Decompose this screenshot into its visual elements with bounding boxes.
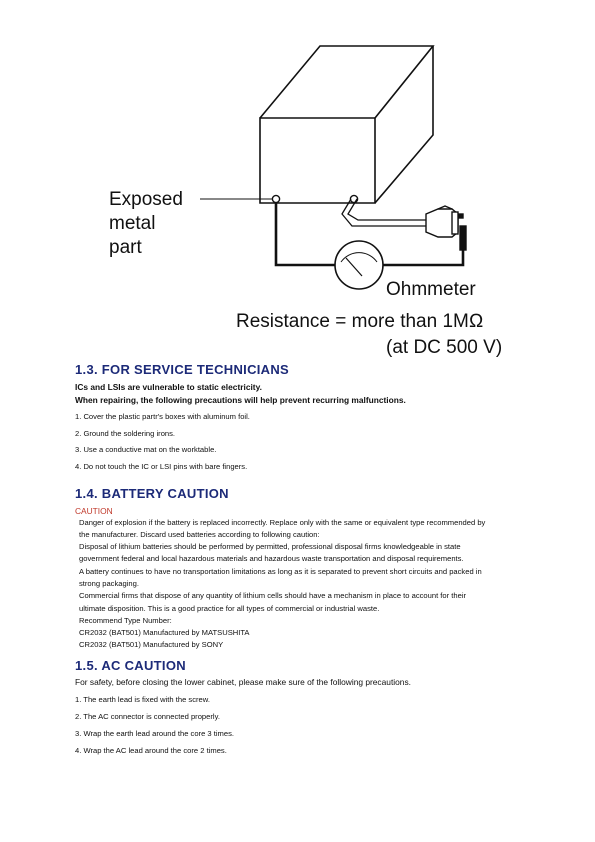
voltage-label: (at DC 500 V) xyxy=(386,337,503,358)
caution-label: CAUTION xyxy=(75,505,113,516)
list-item: 4. Do not touch the IC or LSI pins with bare fingers. xyxy=(75,461,248,471)
exposed-metal-part-label-1: Exposed xyxy=(109,189,183,210)
list-item: 3. Wrap the earth lead around the core 3 times. xyxy=(75,728,234,738)
exposed-metal-part-label-2: metal xyxy=(109,213,156,234)
heading-ac-caution: 1.5. AC CAUTION xyxy=(75,657,186,673)
caution-line: Danger of explosion if the battery is replaced incorrectly. Replace only with the same or equivalent type recommended by xyxy=(79,517,486,527)
list-item: 1. Cover the plastic partr's boxes with aluminum foil. xyxy=(75,412,250,421)
power-cord xyxy=(342,199,426,226)
ac-caution-intro: For safety, before closing the lower cabinet, please make sure of the following precautions. xyxy=(75,676,411,687)
ohmmeter-test-diagram xyxy=(0,0,595,362)
list-item: 1. The earth lead is fixed with the screw. xyxy=(75,694,210,704)
exposed-metal-part-label-3: part xyxy=(109,237,142,258)
plug-icon xyxy=(426,206,466,250)
appliance-box xyxy=(260,46,433,203)
resistance-label: Resistance = more than 1MΩ xyxy=(236,311,484,332)
caution-line: government federal and local hazardous materials and hazardous waste transportation and disposal requirements. xyxy=(79,554,464,564)
ohmmeter-label: Ohmmeter xyxy=(386,279,476,300)
list-item: 2. Ground the soldering irons. xyxy=(75,428,176,438)
caution-line: CR2032 (BAT501) Manufactured by MATSUSHITA xyxy=(79,628,250,638)
exposed-terminal xyxy=(272,195,279,202)
caution-line: ultimate disposition. This is a good practice for all types of commercial or industrial waste. xyxy=(79,603,380,613)
caution-line: A battery continues to have no transportation limitations as long as it is separated to prevent short circuits and packed in xyxy=(79,566,482,576)
ac-precaution-list xyxy=(75,694,565,756)
precautions-intro-line: When repairing, the following precautions will help prevent recurring malfunctions. xyxy=(75,395,406,405)
caution-line: the manufacturer. Discard used batteries according to following caution: xyxy=(79,529,320,539)
caution-line: strong packaging. xyxy=(79,578,139,588)
list-item: 3. Use a conductive mat on the worktable. xyxy=(75,445,217,454)
static-warning-line: ICs and LSIs are vulnerable to static electricity. xyxy=(75,382,262,392)
heading-battery-caution: 1.4. BATTERY CAUTION xyxy=(75,485,229,501)
caution-line: CR2032 (BAT501) Manufactured by SONY xyxy=(79,640,224,650)
list-item: 2. The AC connector is connected properly. xyxy=(75,711,220,721)
heading-service-technicians: 1.3. FOR SERVICE TECHNICIANS xyxy=(75,362,290,377)
document-body xyxy=(75,362,565,756)
caution-line: Recommend Type Number: xyxy=(79,615,172,625)
caution-line: Commercial firms that dispose of any quantity of lithium cells should have a mechanism in place to account for their xyxy=(79,591,467,601)
list-item: 4. Wrap the AC lead around the core 2 times. xyxy=(75,745,227,755)
caution-line: Disposal of lithium batteries should be performed by permitted, professional disposal firms knowledgeable in state xyxy=(79,542,461,552)
battery-caution-text xyxy=(75,517,565,652)
ohmmeter-icon xyxy=(335,241,383,289)
service-precaution-list xyxy=(75,411,565,472)
